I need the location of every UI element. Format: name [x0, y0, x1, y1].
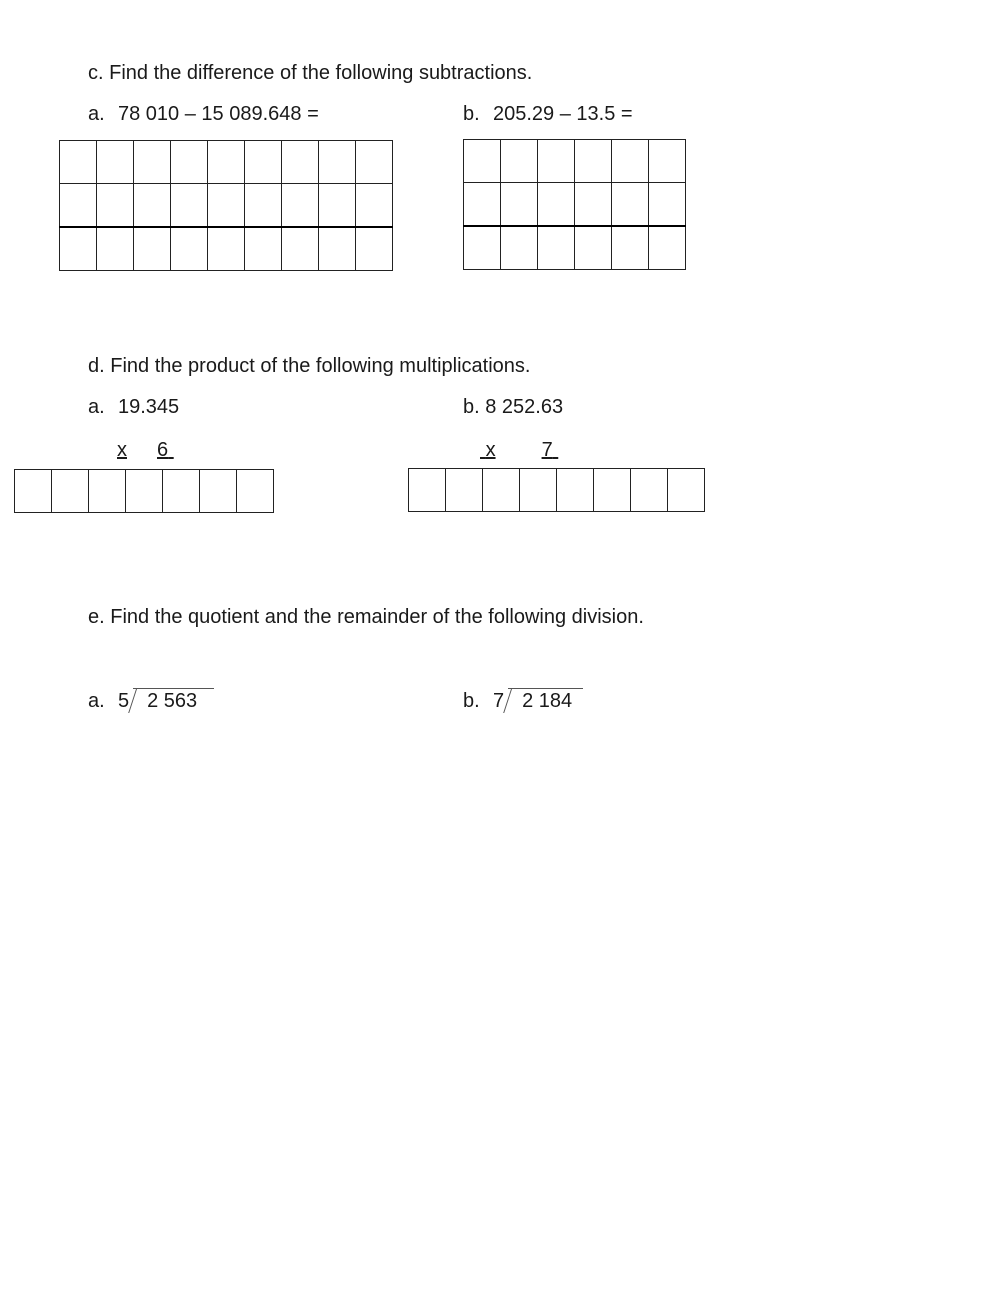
division-b-dividend: 2 184 [522, 690, 573, 712]
subtraction-a-grid [59, 140, 393, 271]
answer-cell[interactable] [594, 469, 631, 512]
subtraction-a-label: a. [88, 103, 105, 125]
division-bracket [133, 688, 214, 713]
product-b-grid [408, 468, 705, 512]
grid-cell[interactable] [60, 184, 97, 228]
grid-cell[interactable] [282, 141, 319, 184]
answer-cell[interactable] [15, 470, 52, 513]
answer-cell[interactable] [483, 469, 520, 512]
multiplier-b-value: 7 [541, 439, 553, 461]
grid-cell[interactable] [649, 140, 686, 183]
grid-cell[interactable] [464, 140, 501, 183]
grid-cell[interactable] [134, 184, 171, 228]
grid-row [60, 184, 393, 228]
grid-row [464, 140, 686, 183]
grid-cell[interactable] [356, 184, 393, 228]
grid-cell[interactable] [97, 184, 134, 228]
answer-cell[interactable] [208, 227, 245, 271]
answer-cell[interactable] [89, 470, 126, 513]
multiplication-b-label: b. [463, 396, 480, 418]
section-e-heading: e. Find the quotient and the remainder of the following division. [88, 606, 644, 628]
answer-cell[interactable] [409, 469, 446, 512]
grid-cell[interactable] [612, 183, 649, 227]
multiplier-b [480, 438, 558, 462]
answer-cell[interactable] [237, 470, 274, 513]
grid-cell[interactable] [649, 183, 686, 227]
answer-cell[interactable] [612, 226, 649, 270]
multiplication-b [463, 395, 563, 419]
grid-cell[interactable] [356, 141, 393, 184]
answer-row [409, 469, 705, 512]
grid-cell[interactable] [60, 141, 97, 184]
subtraction-b-expression: 205.29 – 13.5 = [493, 103, 633, 125]
grid-cell[interactable] [501, 183, 538, 227]
division-b-label: b. [463, 690, 480, 712]
grid-cell[interactable] [171, 141, 208, 184]
answer-cell[interactable] [520, 469, 557, 512]
division-a [88, 688, 214, 713]
multiplication-b-number: 8 252.63 [485, 396, 564, 418]
grid-cell[interactable] [464, 183, 501, 227]
answer-cell[interactable] [97, 227, 134, 271]
multiplication-a-label: a. [88, 396, 105, 418]
grid-cell[interactable] [282, 184, 319, 228]
section-c-heading: c. Find the difference of the following subtractions. [88, 62, 533, 84]
grid-cell[interactable] [538, 140, 575, 183]
answer-cell[interactable] [200, 470, 237, 513]
multiplication-a-number: 19.345 [118, 396, 180, 418]
answer-cell[interactable] [649, 226, 686, 270]
subtraction-b-label: b. [463, 103, 480, 125]
answer-cell[interactable] [52, 470, 89, 513]
division-b-divisor: 7 [493, 690, 505, 712]
multiplier-a-operator: x [117, 439, 127, 461]
grid-cell[interactable] [319, 184, 356, 228]
division-a-divisor: 5 [118, 690, 130, 712]
grid-cell[interactable] [538, 183, 575, 227]
division-bracket [508, 688, 583, 713]
grid-cell[interactable] [319, 141, 356, 184]
grid-cell[interactable] [97, 141, 134, 184]
grid-cell[interactable] [208, 184, 245, 228]
answer-cell[interactable] [356, 227, 393, 271]
product-a-grid [14, 469, 274, 513]
grid-answer-row [464, 226, 686, 270]
answer-row [15, 470, 274, 513]
grid-cell[interactable] [575, 183, 612, 227]
grid-cell[interactable] [245, 184, 282, 228]
answer-cell[interactable] [245, 227, 282, 271]
multiplier-b-operator: x [485, 439, 496, 461]
answer-cell[interactable] [446, 469, 483, 512]
answer-cell[interactable] [668, 469, 705, 512]
grid-row [464, 183, 686, 227]
grid-cell[interactable] [134, 141, 171, 184]
division-a-label: a. [88, 690, 105, 712]
division-a-dividend: 2 563 [147, 690, 198, 712]
answer-cell[interactable] [538, 226, 575, 270]
answer-cell[interactable] [464, 226, 501, 270]
grid-cell[interactable] [612, 140, 649, 183]
grid-cell[interactable] [501, 140, 538, 183]
answer-cell[interactable] [60, 227, 97, 271]
grid-row [60, 141, 393, 184]
answer-cell[interactable] [126, 470, 163, 513]
multiplication-a [88, 395, 179, 419]
section-d-heading: d. Find the product of the following multiplications. [88, 355, 531, 377]
answer-cell[interactable] [171, 227, 208, 271]
division-b [463, 688, 583, 713]
multiplier-a-value: 6 [157, 439, 169, 461]
answer-cell[interactable] [501, 226, 538, 270]
answer-cell[interactable] [163, 470, 200, 513]
answer-cell[interactable] [557, 469, 594, 512]
multiplier-a [117, 438, 174, 462]
subtraction-a-expression: 78 010 – 15 089.648 = [118, 103, 319, 125]
answer-cell[interactable] [575, 226, 612, 270]
subtraction-b-grid [463, 139, 686, 270]
grid-cell[interactable] [245, 141, 282, 184]
answer-cell[interactable] [631, 469, 668, 512]
subtraction-b [463, 102, 633, 126]
answer-cell[interactable] [134, 227, 171, 271]
grid-cell[interactable] [208, 141, 245, 184]
answer-cell[interactable] [319, 227, 356, 271]
answer-cell[interactable] [282, 227, 319, 271]
grid-cell[interactable] [575, 140, 612, 183]
subtraction-a [88, 102, 319, 126]
grid-cell[interactable] [171, 184, 208, 228]
grid-answer-row [60, 227, 393, 271]
